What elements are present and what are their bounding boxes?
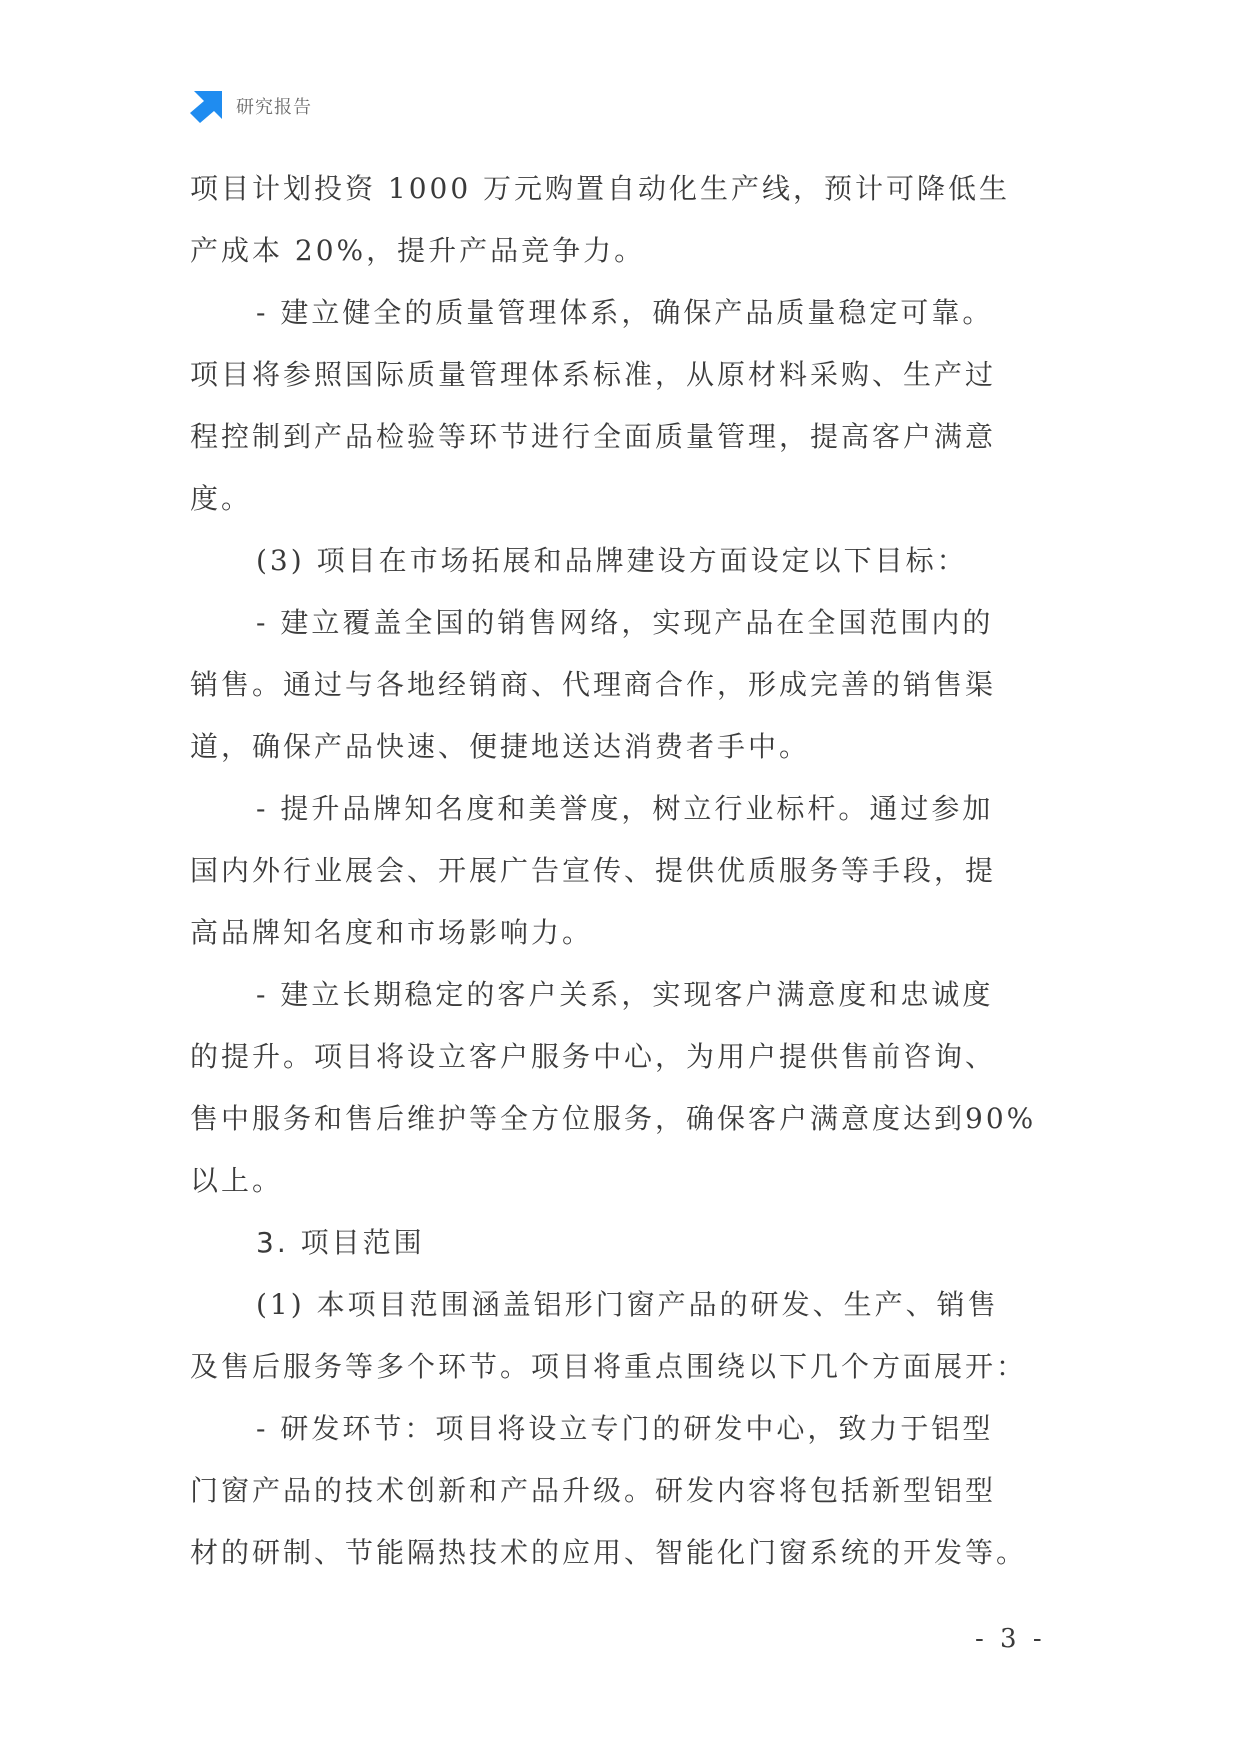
- text-line: 材的研制、节能隔热技术的应用、智能化门窗系统的开发等。: [190, 1536, 1028, 1569]
- text-line: (3) 项目在市场拓展和品牌建设方面设定以下目标：: [256, 544, 968, 577]
- text-line: - 提升品牌知名度和美誉度，树立行业标杆。通过参加: [256, 792, 994, 825]
- document-body: [190, 158, 1070, 1584]
- text-line: 项目将参照国际质量管理体系标准，从原材料采购、生产过: [190, 358, 997, 391]
- header-title: 研究报告: [236, 97, 312, 118]
- text-line: 项目计划投资 1000 万元购置自动化生产线，预计可降低生: [190, 172, 1011, 205]
- text-line: 产成本 20%，提升产品竞争力。: [190, 234, 646, 267]
- text-line: 国内外行业展会、开展广告宣传、提供优质服务等手段，提: [190, 854, 997, 887]
- page-header: [190, 88, 312, 124]
- text-line: - 建立健全的质量管理体系，确保产品质量稳定可靠。: [256, 296, 994, 329]
- text-line: - 研发环节：项目将设立专门的研发中心，致力于铝型: [256, 1412, 994, 1445]
- text-line: 以上。: [190, 1164, 284, 1197]
- page-number: - 3 -: [975, 1624, 1046, 1654]
- text-line: 道，确保产品快速、便捷地送达消费者手中。: [190, 730, 811, 763]
- text-line: 门窗产品的技术创新和产品升级。研发内容将包括新型铝型: [190, 1474, 997, 1507]
- text-line: 高品牌知名度和市场影响力。: [190, 916, 594, 949]
- text-line: - 建立长期稳定的客户关系，实现客户满意度和忠诚度: [256, 978, 994, 1011]
- text-line: 度。: [190, 482, 253, 515]
- text-line: (1) 本项目范围涵盖铝形门窗产品的研发、生产、销售: [256, 1288, 999, 1321]
- text-line: 及售后服务等多个环节。项目将重点围绕以下几个方面展开：: [190, 1350, 1028, 1383]
- text-line: - 建立覆盖全国的销售网络，实现产品在全国范围内的: [256, 606, 994, 639]
- text-line: 销售。通过与各地经销商、代理商合作，形成完善的销售渠: [190, 668, 997, 701]
- text-line: 程控制到产品检验等环节进行全面质量管理，提高客户满意: [190, 420, 997, 453]
- section-heading: 3. 项目范围: [256, 1226, 425, 1259]
- text-line: 的提升。项目将设立客户服务中心，为用户提供售前咨询、: [190, 1040, 997, 1073]
- arrow-up-right-icon: [190, 89, 224, 123]
- text-line: 售中服务和售后维护等全方位服务，确保客户满意度达到90%: [190, 1102, 1037, 1135]
